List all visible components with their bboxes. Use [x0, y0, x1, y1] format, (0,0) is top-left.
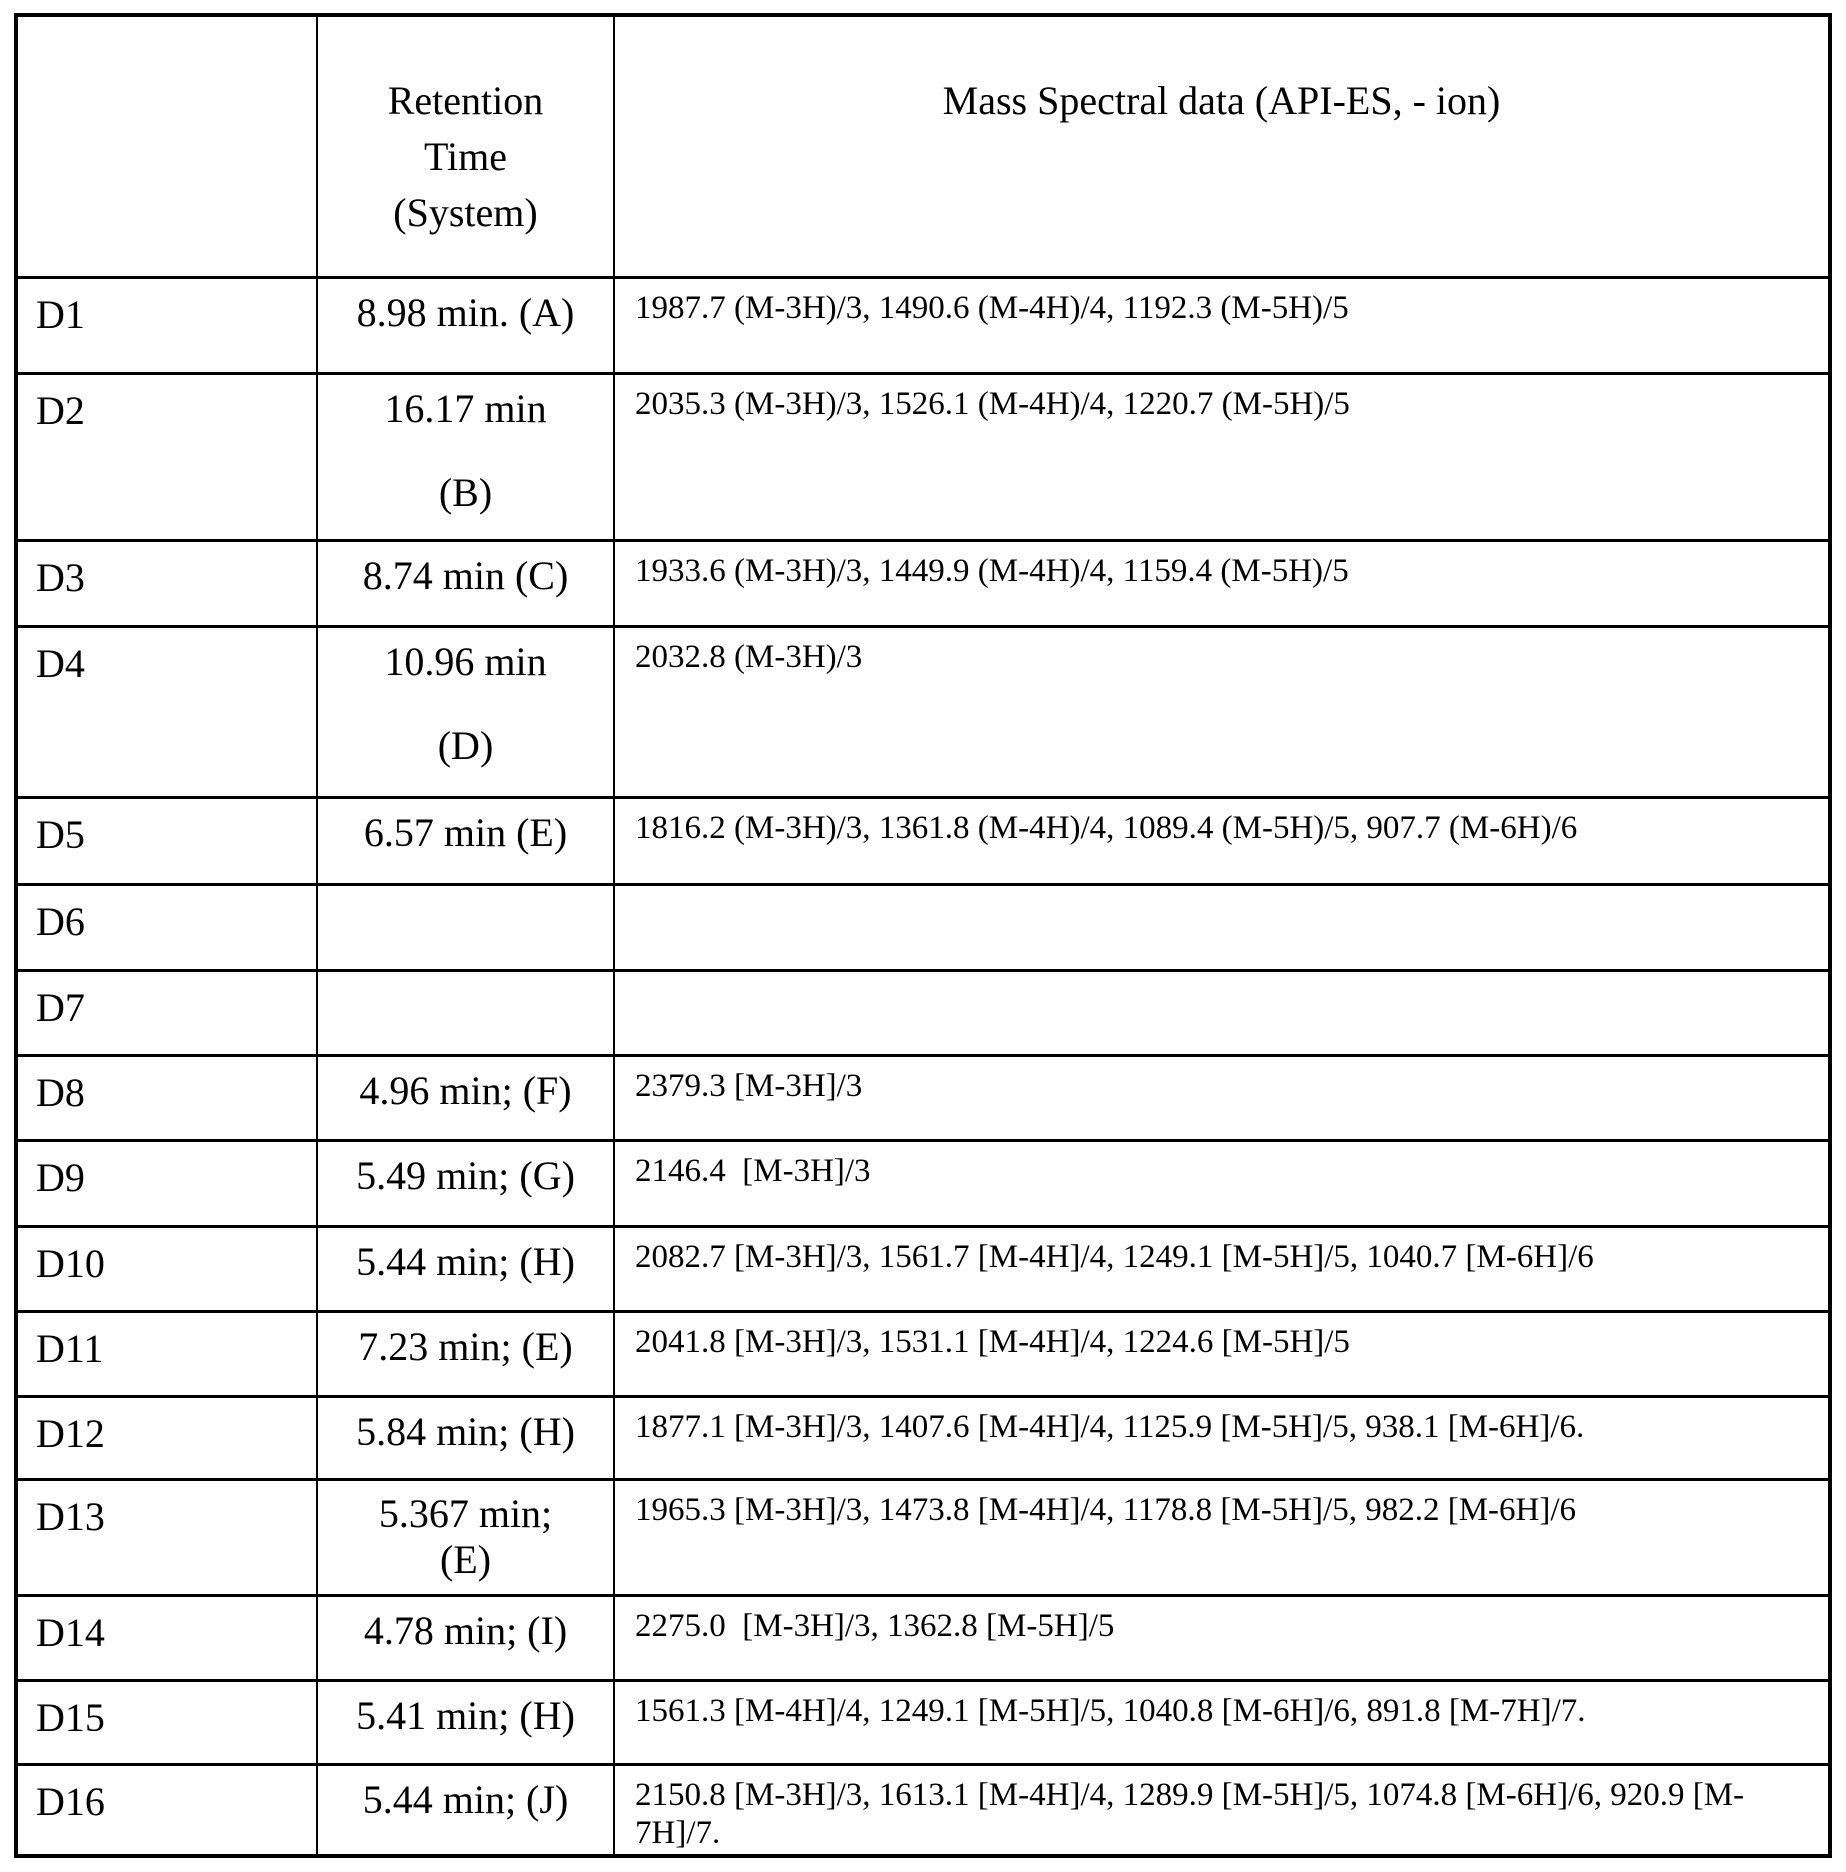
retention-system: (B) [438, 470, 493, 515]
retention-time-value: 5.49 min; (G) [356, 1153, 575, 1198]
retention-time-value: 5.367 min; [378, 1491, 553, 1536]
mass-spectral-data [615, 972, 1828, 1054]
compound-id: D8 [18, 1057, 318, 1139]
compound-id: D9 [18, 1142, 318, 1225]
retention-time-value: 5.44 min; (J) [362, 1777, 569, 1822]
retention-time [318, 1481, 615, 1594]
mass-spectral-data: 1561.3 [M-4H]/4, 1249.1 [M-5H]/5, 1040.8 [M-6H]/6, 891.8 [M-7H]/7. [635, 1693, 1586, 1729]
mass-spectral-data: 1933.6 (M-3H)/3, 1449.9 (M-4H)/4, 1159.4 (M-5H)/5 [635, 553, 1349, 589]
compound-id: D13 [18, 1481, 318, 1594]
mass-spec-table [14, 13, 1832, 1858]
table-row [18, 1225, 1828, 1310]
compound-id: D10 [18, 1228, 318, 1310]
mass-spectral-data: 2150.8 [M-3H]/3, 1613.1 [M-4H]/4, 1289.9 [M-5H]/5, 1074.8 [M-6H]/6, 920.9 [M-7H]/7. [635, 1777, 1745, 1851]
table-row [18, 276, 1828, 372]
compound-id: D11 [18, 1313, 318, 1395]
table-row [18, 1478, 1828, 1594]
mass-spectral-data: 2146.4 [M-3H]/3 [635, 1153, 871, 1189]
retention-time-value: 5.84 min; (H) [356, 1409, 575, 1454]
compound-id: D14 [18, 1597, 318, 1679]
compound-id: D2 [18, 375, 318, 539]
retention-time-value: 5.41 min; (H) [356, 1693, 575, 1738]
retention-time [318, 972, 615, 1054]
table-row [18, 969, 1828, 1054]
retention-time-value: 4.96 min; (F) [359, 1068, 572, 1113]
retention-system: (D) [437, 723, 494, 768]
retention-time [318, 1057, 615, 1139]
retention-time [318, 886, 615, 969]
table-row [18, 796, 1828, 883]
mass-spectral-data: 1816.2 (M-3H)/3, 1361.8 (M-4H)/4, 1089.4 (M-5H)/5, 907.7 (M-6H)/6 [635, 810, 1578, 846]
mass-spectral-data: 2082.7 [M-3H]/3, 1561.7 [M-4H]/4, 1249.1 [M-5H]/5, 1040.7 [M-6H]/6 [635, 1239, 1594, 1275]
compound-id: D16 [18, 1766, 318, 1854]
table-row [18, 372, 1828, 539]
table-row [18, 1054, 1828, 1139]
header-retention-time [318, 17, 615, 276]
compound-id: D7 [18, 972, 318, 1054]
retention-time [318, 542, 615, 625]
retention-system: (E) [439, 1537, 492, 1582]
retention-time [318, 1682, 615, 1763]
mass-spectral-data [615, 886, 1828, 969]
retention-time [318, 1398, 615, 1478]
retention-time [318, 1228, 615, 1310]
mass-spectral-data: 1877.1 [M-3H]/3, 1407.6 [M-4H]/4, 1125.9 [M-5H]/5, 938.1 [M-6H]/6. [635, 1409, 1585, 1445]
header-compound [18, 17, 318, 276]
retention-time [318, 375, 615, 539]
retention-time [318, 1766, 615, 1854]
retention-time-value: 8.74 min (C) [362, 553, 569, 598]
retention-time-value: 5.44 min; (H) [356, 1239, 575, 1284]
retention-time [318, 628, 615, 796]
table-header-row [18, 17, 1828, 276]
compound-id: D12 [18, 1398, 318, 1478]
header-retention-line2: Time [423, 134, 507, 179]
compound-id: D4 [18, 628, 318, 796]
header-mass-spectral-data: Mass Spectral data (API-ES, - ion) [942, 78, 1501, 123]
retention-time-value: 10.96 min [384, 639, 547, 684]
mass-spectral-data: 2041.8 [M-3H]/3, 1531.1 [M-4H]/4, 1224.6 [M-5H]/5 [635, 1324, 1350, 1360]
table-row [18, 1139, 1828, 1225]
compound-id: D5 [18, 799, 318, 883]
retention-time [318, 799, 615, 883]
mass-spectral-data: 2379.3 [M-3H]/3 [635, 1068, 863, 1104]
mass-spectral-data: 2032.8 (M-3H)/3 [635, 639, 863, 675]
retention-time [318, 1597, 615, 1679]
table-row [18, 625, 1828, 796]
mass-spectral-data: 2275.0 [M-3H]/3, 1362.8 [M-5H]/5 [635, 1608, 1115, 1644]
table-row [18, 1310, 1828, 1395]
compound-id: D3 [18, 542, 318, 625]
mass-spectral-data: 1965.3 [M-3H]/3, 1473.8 [M-4H]/4, 1178.8 [M-5H]/5, 982.2 [M-6H]/6 [635, 1492, 1577, 1528]
table-row [18, 1594, 1828, 1679]
table-row [18, 1763, 1828, 1854]
mass-spectral-data: 2035.3 (M-3H)/3, 1526.1 (M-4H)/4, 1220.7 (M-5H)/5 [635, 386, 1350, 422]
compound-id: D15 [18, 1682, 318, 1763]
retention-time-value: 6.57 min (E) [363, 810, 568, 855]
retention-time-value: 4.78 min; (I) [363, 1608, 568, 1653]
compound-id: D6 [18, 886, 318, 969]
table-row [18, 1679, 1828, 1763]
retention-time-value: 7.23 min; (E) [358, 1324, 573, 1369]
table-row [18, 883, 1828, 969]
retention-time [318, 1142, 615, 1225]
retention-time [318, 1313, 615, 1395]
compound-id: D1 [18, 279, 318, 372]
retention-time-value: 16.17 min [384, 386, 547, 431]
table-row [18, 539, 1828, 625]
retention-time [318, 279, 615, 372]
table-row [18, 1395, 1828, 1478]
header-retention-line1: Retention [387, 78, 544, 123]
retention-time-value: 8.98 min. (A) [356, 290, 575, 335]
mass-spectral-data: 1987.7 (M-3H)/3, 1490.6 (M-4H)/4, 1192.3 (M-5H)/5 [635, 290, 1349, 326]
header-retention-line3: (System) [393, 190, 538, 235]
